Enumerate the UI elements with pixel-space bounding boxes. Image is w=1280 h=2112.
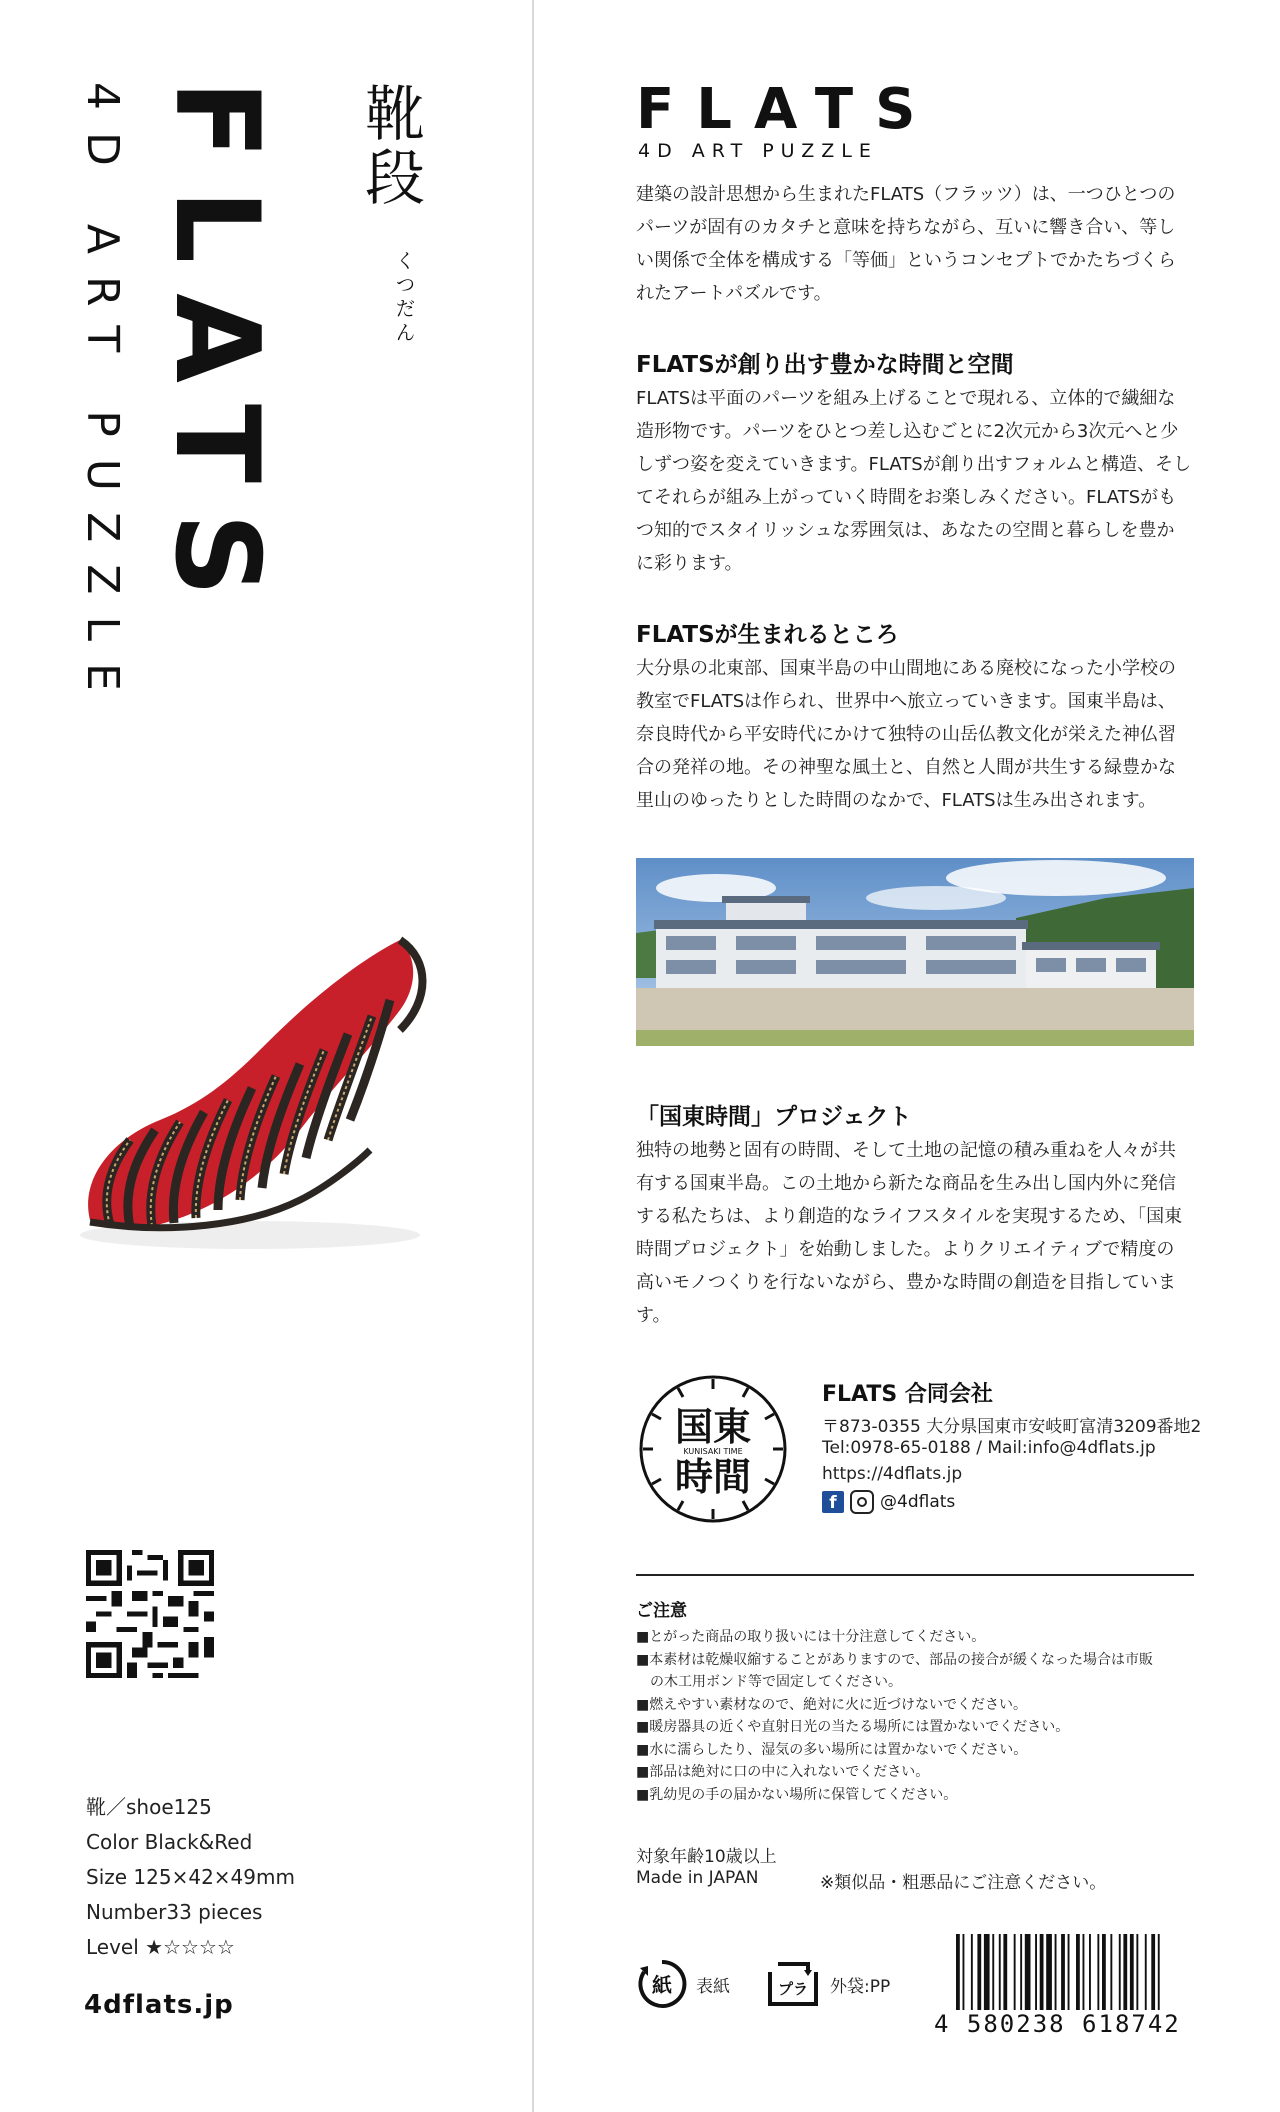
- caution-item: の木工用ボンド等で固定してください。: [636, 1674, 902, 1690]
- spec-line: Size 125×42×49mm: [86, 1865, 295, 1889]
- flats-logo-vertical: FLATS: [149, 80, 284, 627]
- caution-item: ■部品は絶対に口の中に入れないでください。: [636, 1764, 930, 1780]
- paper-recycle-icon: [636, 1958, 688, 2010]
- left-panel: [0, 0, 532, 2112]
- barcode-number: 4 580238 618742: [934, 2010, 1181, 2038]
- plastic-recycle-mark: [764, 1958, 890, 2010]
- right-panel: [534, 0, 1280, 2112]
- section-heading: FLATSが生まれるところ: [636, 622, 899, 648]
- social-links: [822, 1490, 955, 1514]
- section-heading: FLATSが創り出す豊かな時間と空間: [636, 352, 1014, 378]
- section-body: 独特の地勢と固有の時間、そして土地の記憶の積み重ねを人々が共有する国東半島。この土地から新たな商品を生み出し国内外に発信する私たちは、より創造的なライフスタイルを実現するため、「国東時間プロジェクト」を始動しました。よりクリエイティブで精度の高いモノつくりを行ないながら、豊かな時間の創造を目指しています。: [636, 1140, 1183, 1326]
- section-heading: 「国東時間」プロジェクト: [636, 1104, 912, 1130]
- spec-line: Number33 pieces: [86, 1900, 263, 1924]
- plastic-recycle-icon: [764, 1958, 822, 2010]
- facebook-icon[interactable]: f: [822, 1491, 844, 1513]
- caution-list: [636, 1626, 1196, 1806]
- product-kanji-title: 靴段: [355, 82, 425, 210]
- caution-item: ■乳幼児の手の届かない場所に保管してください。: [636, 1786, 958, 1803]
- caution-item: ■水に濡らしたり、湿気の多い場所には置かないでください。: [636, 1741, 1028, 1758]
- flats-logo: FLATS: [636, 77, 938, 142]
- company-url[interactable]: https://4dflats.jp: [822, 1464, 963, 1484]
- imitation-warning: ※類似品・粗悪品にご注意ください。: [820, 1873, 1107, 1893]
- product-kana-title: くつだん: [392, 250, 416, 346]
- stamp-top-text: 国東: [674, 1405, 752, 1449]
- stamp-bottom-text: 時間: [674, 1455, 752, 1499]
- school-building-photo: [636, 858, 1194, 1046]
- instagram-icon[interactable]: [850, 1490, 874, 1514]
- company-contact[interactable]: Tel:0978-65-0188 / Mail:info@4dflats.jp: [822, 1438, 1156, 1458]
- caution-title: ご注意: [636, 1601, 687, 1621]
- caution-item: ■暖房器具の近くや直射日光の当たる場所には置かないでください。: [636, 1719, 1070, 1735]
- plastic-mark-text: プラ: [777, 1980, 809, 1998]
- company-name: FLATS 合同会社: [822, 1382, 993, 1407]
- paper-recycle-mark: [636, 1958, 730, 2010]
- age-rating: 対象年齢10歳以上: [636, 1847, 777, 1867]
- stamp-middle-text: KUNISAKI TIME: [683, 1447, 743, 1456]
- company-address: 〒873-0355 大分県国東市安岐町富清3209番地2: [822, 1417, 1202, 1437]
- section-rule: [636, 1574, 1194, 1576]
- spec-line: Level ★☆☆☆☆: [86, 1935, 235, 1959]
- social-handle[interactable]: @4dflats: [880, 1492, 956, 1512]
- caution-item: ■本素材は乾燥収縮することがありますので、部品の接合が緩くなった場合は市販: [636, 1651, 1153, 1668]
- website-label[interactable]: 4dflats.jp: [84, 1990, 234, 2020]
- shoe-puzzle-image: [70, 930, 450, 1270]
- section-body: FLATSは平面のパーツを組み上げることで現れる、立体的で繊細な造形物です。パーツをひとつ差し込むごとに2次元から3次元へと少しずつ姿を変えていきます。FLATSが創り出すフォルムと構造、そしてそれらが組み上がっていく時間をお楽しみください。FLATSがもつ知的でスタイリッシュな雰囲気は、あなたの空間と暮らしを豊かに彩ります。: [636, 388, 1192, 574]
- paper-mark-text: 紙: [652, 1973, 672, 1997]
- caution-item: ■とがった商品の取り扱いには十分注意してください。: [636, 1629, 986, 1645]
- spec-line: 靴／shoe125: [86, 1795, 212, 1819]
- kunisaki-time-clock-logo: [638, 1374, 788, 1524]
- paper-recycle-label: 表紙: [696, 1976, 730, 1997]
- qr-code[interactable]: [86, 1550, 214, 1678]
- product-specs: [86, 1790, 295, 1965]
- caution-item: ■燃えやすい素材なので、絶対に火に近づけないでください。: [636, 1696, 1027, 1713]
- intro-paragraph: 建築の設計思想から生まれたFLATS（フラッツ）は、一つひとつのパーツが固有のカタチと意味を持ちながら、互いに響き合い、等しい関係で全体を構成する「等価」というコンセプトでかたちづくられたアートパズルです。: [636, 184, 1176, 304]
- plastic-recycle-label: 外袋:PP: [830, 1976, 891, 1997]
- section-body: 大分県の北東部、国東半島の中山間地にある廃校になった小学校の教室でFLATSは作られ、世界中へ旅立っていきます。国東半島は、奈良時代から平安時代にかけて独特の山岳仏教文化が栄えた神仏習合の発祥の地。その神聖な風土と、自然と人間が共生する緑豊かな里山のゆったりとした時間のなかで、FLATSは生み出されます。: [636, 658, 1176, 811]
- logo-subtitle: 4D ART PUZZLE: [638, 140, 878, 162]
- made-in-label: Made in JAPAN: [636, 1868, 759, 1888]
- spec-line: Color Black&Red: [86, 1830, 253, 1854]
- logo-subtitle-vertical: 4D ART PUZZLE: [77, 82, 128, 713]
